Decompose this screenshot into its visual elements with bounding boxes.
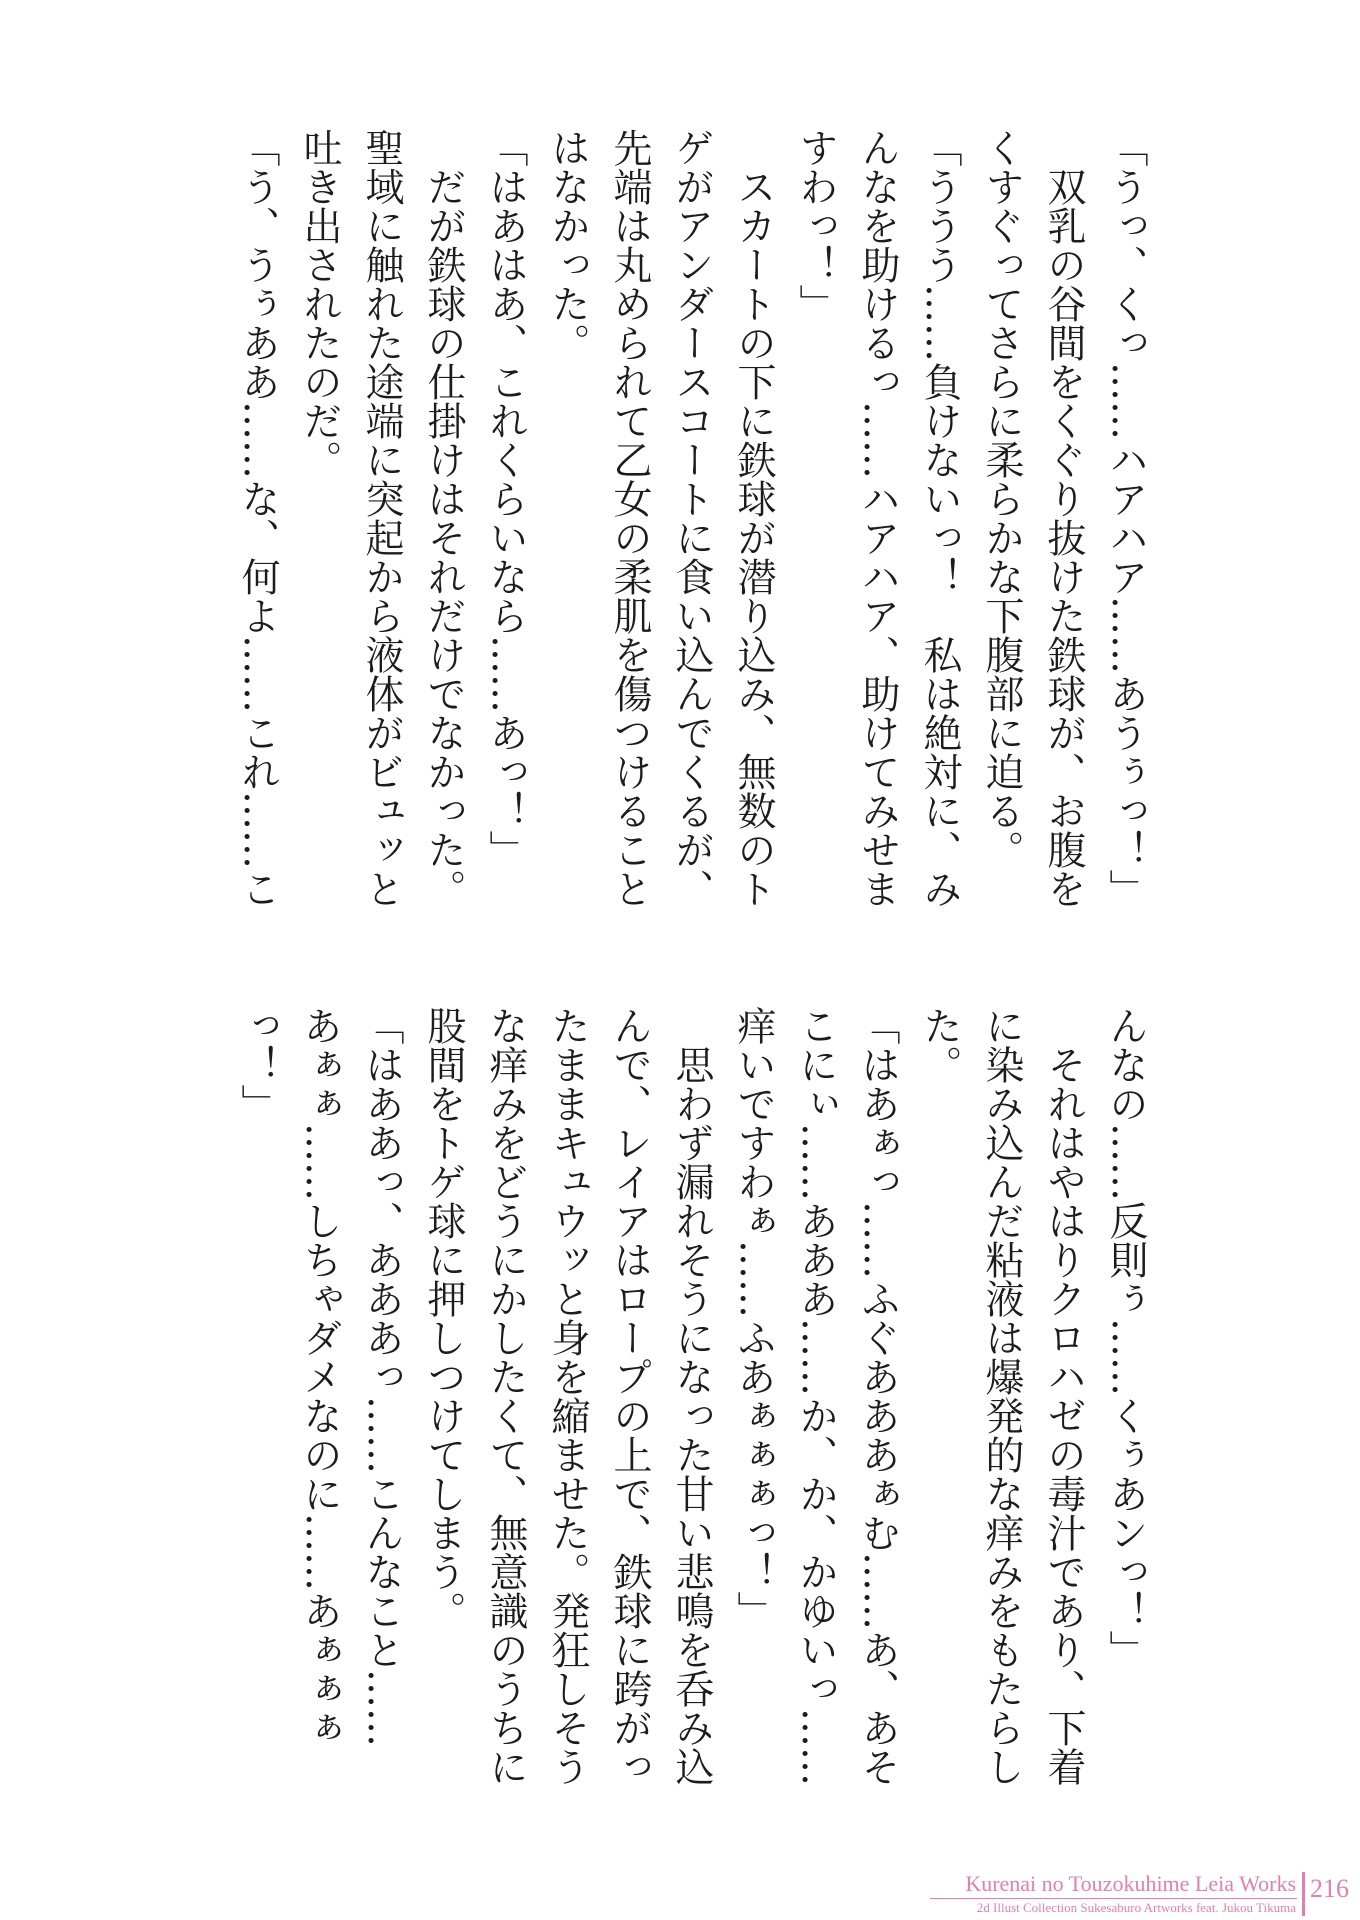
footer-accent-bar (1302, 1872, 1305, 1916)
text-column: 「はあはあ、これくらいなら……あっ！」 (483, 128, 528, 869)
text-column: 痒いですわぁ……ふあぁぁぁっ！」 (731, 1006, 776, 1630)
text-column: んで、レイアはロープの上で、鉄球に跨がっ (607, 1006, 652, 1786)
text-column: な痒みをどうにかしたくて、無意識のうちに (483, 1006, 528, 1786)
text-column: あぁぁ……しちゃダメなのに……あぁぁぁ (297, 1006, 342, 1747)
text-column: くすぐってさらに柔らかな下腹部に迫る。 (979, 128, 1024, 869)
text-column: 「はあぁっ……ふぐあああぁむ……あ、あそ (855, 1006, 900, 1786)
text-column: ゲがアンダースコートに食い込んでくるが、 (669, 128, 714, 908)
text-column: た。 (917, 1006, 962, 1084)
text-column: 「ううう……負けないっ！ 私は絶対に、み (917, 128, 962, 908)
footer-subtitle: 2d Illust Collection Sukesaburo Artworks feat. Jukou Tikuma (976, 1900, 1296, 1915)
text-column: こにぃ……あああ……か、か、かゆいっ…… (793, 1006, 838, 1786)
text-column: 「はああっ、あああっ……こんなこと…… (359, 1006, 404, 1747)
text-column: だが鉄球の仕掛けはそれだけでなかった。 (421, 128, 466, 908)
text-column: 聖域に触れた途端に突起から液体がビュッと (359, 128, 404, 908)
text-column: はなかった。 (545, 128, 590, 362)
text-column: んなの……反則ぅ……くぅあンっ！」 (1103, 1006, 1148, 1669)
text-column: 思わず漏れそうになった甘い悲鳴を呑み込 (669, 1006, 714, 1786)
text-column: っ！」 (235, 1006, 280, 1123)
upper-text-tier (226, 128, 1156, 928)
text-column: すわっ！」 (793, 128, 838, 323)
text-column: 吐き出されたのだ。 (297, 128, 342, 479)
text-column: に染み込んだ粘液は爆発的な痒みをもたらし (979, 1006, 1024, 1786)
text-column: たままキュウッと身を縮ませた。発狂しそう (545, 1006, 590, 1786)
footer-book-title: Kurenai no Touzokuhime Leia Works (965, 1871, 1296, 1896)
text-column: 「うっ、くっ……ハアハア……あうぅっ！」 (1103, 128, 1148, 908)
text-column: 股間をトゲ球に押しつけてしまう。 (421, 1006, 466, 1630)
text-column: 「う、うぅああ……な、何よ……これ……こ (235, 128, 280, 908)
page-number: 216 (1310, 1874, 1349, 1903)
footer-divider (930, 1898, 1297, 1899)
text-column: スカートの下に鉄球が潜り込み、無数のト (731, 128, 776, 908)
text-column: 先端は丸められて乙女の柔肌を傷つけること (607, 128, 652, 908)
lower-text-tier (226, 1006, 1156, 1806)
text-column: それはやはりクロハゼの毒汁であり、下着 (1041, 1006, 1086, 1786)
text-column: んなを助けるっ……ハアハア、助けてみせま (855, 128, 900, 908)
text-column: 双乳の谷間をくぐり抜けた鉄球が、お腹を (1041, 128, 1086, 908)
